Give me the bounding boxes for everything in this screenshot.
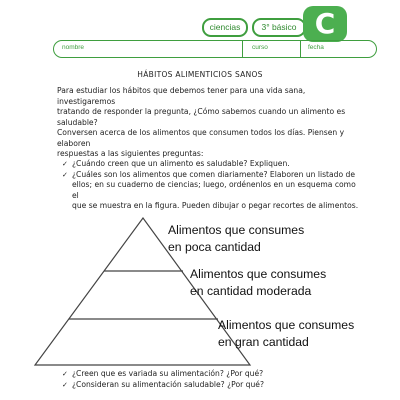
list-item: [62, 380, 362, 391]
date-field-label: fecha: [308, 44, 324, 51]
question-line: ¿Cuáles son los alimentos que comen diariamente? Elaboren un listado de: [72, 169, 356, 179]
question-line: ¿Cuándo creen que un alimento es saludable? Expliquen.: [72, 159, 290, 168]
pyramid-label-line: en cantidad moderada: [190, 284, 312, 298]
subject-letter-logo: C: [303, 6, 347, 42]
pyramid-label-middle: [190, 266, 326, 300]
name-field-label: nombre: [62, 44, 85, 51]
question-line: ¿Creen que es variada su alimentación? ¿Por qué?: [72, 369, 264, 378]
intro-line: saludable?: [57, 117, 98, 127]
page-title: HÁBITOS ALIMENTICIOS SANOS: [137, 70, 263, 79]
subject-badge: ciencias: [202, 18, 248, 37]
pyramid-label-line: en gran cantidad: [218, 335, 309, 349]
instructions-line: respuestas a las siguientes preguntas:: [57, 149, 204, 158]
instructions-line: Conversen acerca de los alimentos que consumen todos los días. Piensen y elaboren: [57, 128, 345, 148]
checkmark-icon: ✓: [62, 170, 68, 179]
pyramid-label-line: Alimentos que consumes: [168, 223, 305, 237]
grade-badge: 3° básico: [252, 18, 306, 37]
checkmark-icon: ✓: [62, 370, 68, 378]
intro-line: tratando de responder la pregunta, ¿Cómo sabemos cuando un alimento es: [57, 107, 346, 116]
pyramid-label-bottom: [218, 317, 354, 351]
intro-line: Para estudiar los hábitos que debemos tener para una vida sana, investigaremos: [57, 86, 306, 106]
questions-bottom-list: [62, 369, 362, 390]
pyramid-label-line: Alimentos que consumes: [218, 318, 355, 332]
course-field-label: curso: [252, 44, 268, 51]
checkmark-icon: ✓: [62, 160, 68, 168]
pyramid-label-line: Alimentos que consumes: [190, 267, 327, 281]
question-line: ¿Consideran su alimentación saludable? ¿Por qué?: [72, 379, 264, 389]
list-item: [62, 369, 362, 380]
checkmark-icon: ✓: [62, 380, 68, 389]
pyramid-label-line: en poca cantidad: [168, 240, 261, 254]
question-line: que se muestra en la figura. Pueden dibujar o pegar recortes de alimentos.: [72, 201, 359, 210]
pyramid-label-top: [168, 222, 304, 256]
question-line: ellos; en su cuaderno de ciencias; luego, ordénenlos en un esquema como el: [72, 180, 356, 200]
